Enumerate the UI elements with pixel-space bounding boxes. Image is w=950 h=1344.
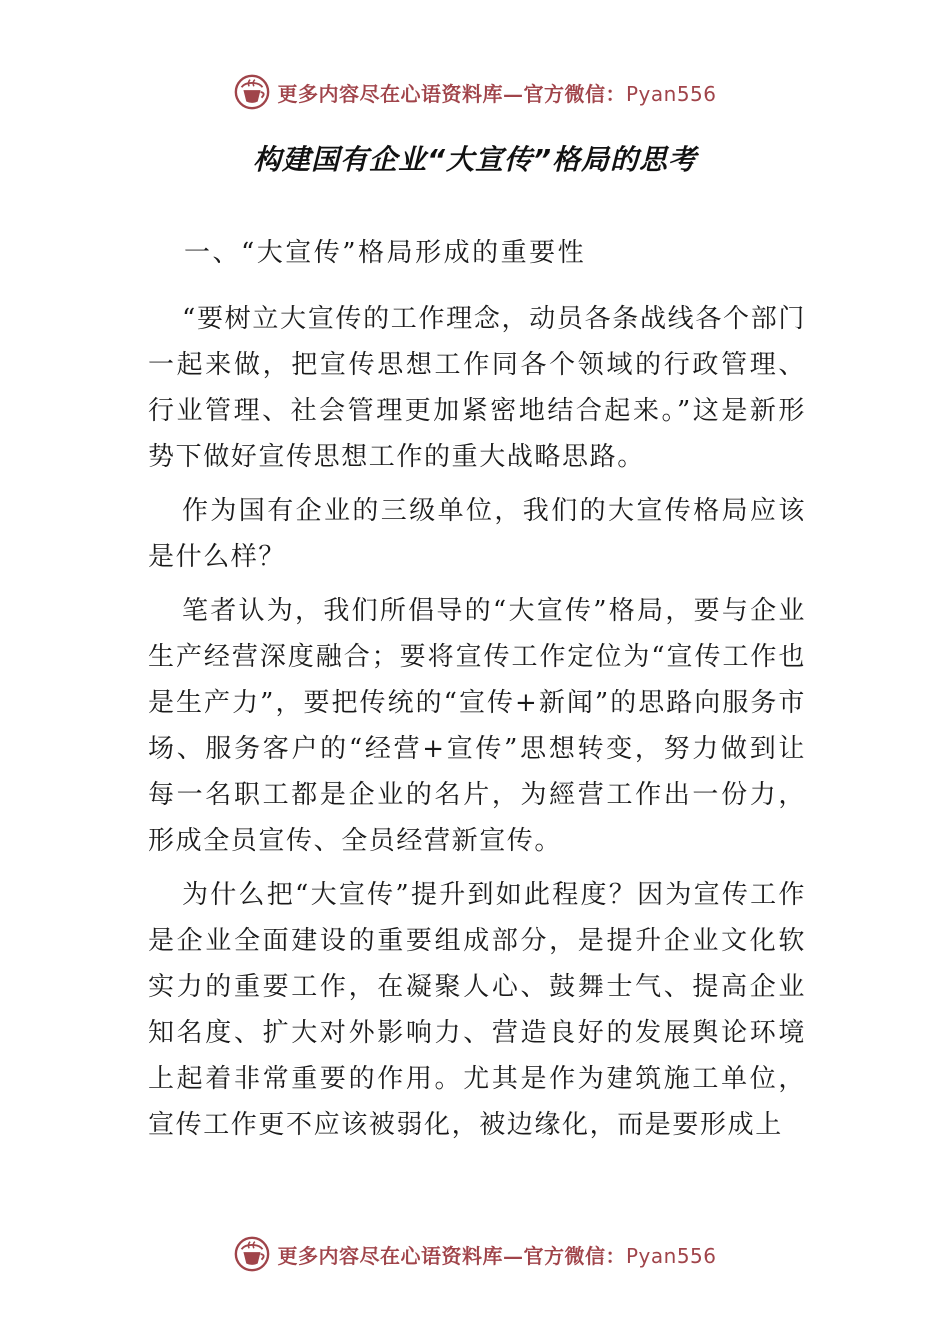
paragraph: 作为国有企业的三级单位，我们的大宣传格局应该是什么样？	[148, 496, 806, 572]
footer-banner	[0, 1232, 950, 1276]
banner-text: 更多内容尽在心语资料库—官方微信：Pyan556	[277, 1243, 717, 1268]
header-banner	[0, 70, 950, 114]
paragraph: 笔者认为，我们所倡导的“大宣传”格局，要与企业生产经营深度融合；要将宣传工作定位为“宣传工作也是生产力”，要把传统的“宣传+新闻”的思路向服务市场、服务客户的“经营+宣传”思想转变，努力做到让每一名职工都是企业的名片，为經营工作出一份力，形成全员宣传、全员经营新宣传。	[148, 596, 806, 856]
section-heading: 一、“大宣传”格局形成的重要性	[184, 238, 587, 268]
document-body	[148, 230, 806, 1156]
paragraph: “要树立大宣传的工作理念，动员各条战线各个部门一起来做，把宣传思想工作同各个领域的行政管理、行业管理、社会管理更加紧密地结合起来。”这是新形势下做好宣传思想工作的重大战略思路。	[148, 304, 806, 472]
paragraph: 为什么把“大宣传”提升到如此程度？因为宣传工作是企业全面建设的重要组成部分，是提升企业文化软实力的重要工作，在凝聚人心、鼓舞士气、提高企业知名度、扩大对外影响力、营造良好的发展舆论环境上起着非常重要的作用。尤其是作为建筑施工单位，宣传工作更不应该被弱化，被边缘化，而是要形成上	[148, 880, 806, 1140]
coffee-cup-logo-icon	[233, 73, 271, 111]
banner-text: 更多内容尽在心语资料库—官方微信：Pyan556	[277, 81, 717, 106]
coffee-cup-logo-icon	[233, 1235, 271, 1273]
document-title: 构建国有企业“大宣传”格局的思考	[252, 143, 698, 176]
